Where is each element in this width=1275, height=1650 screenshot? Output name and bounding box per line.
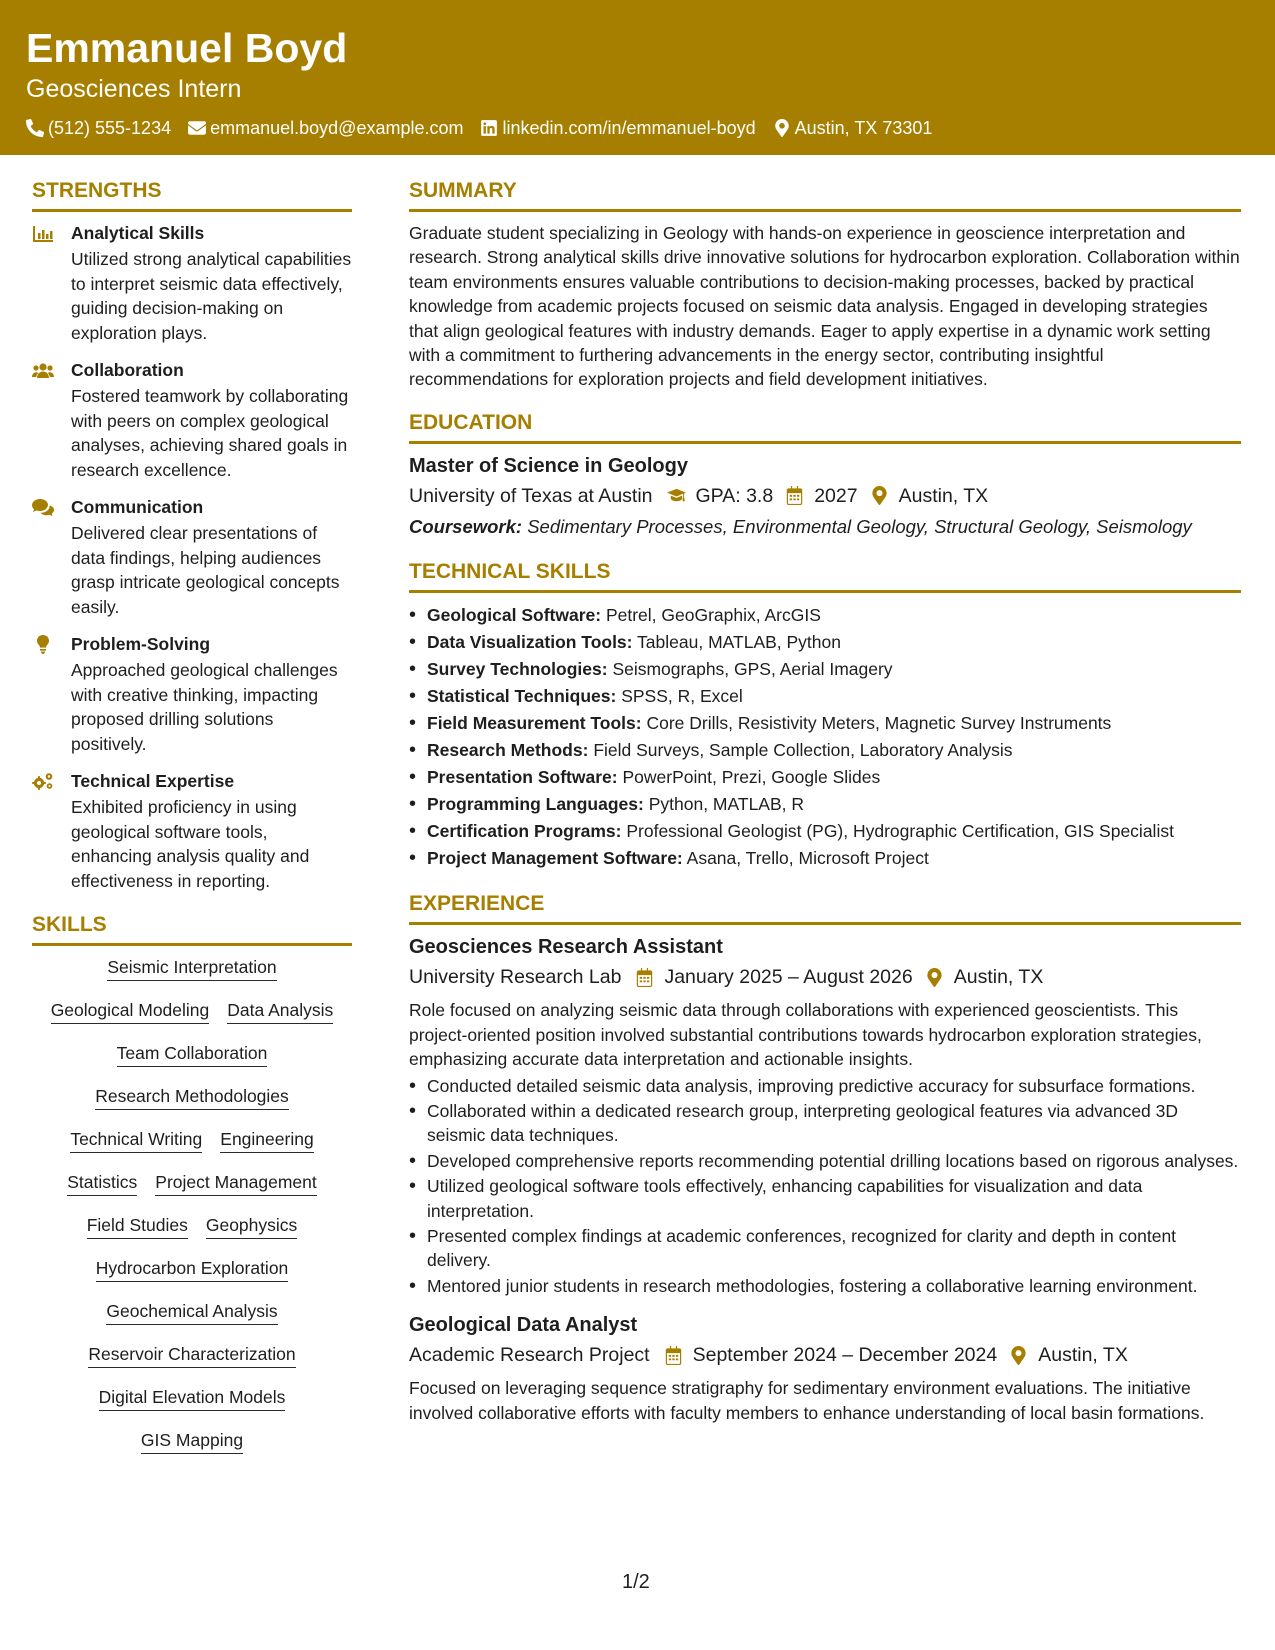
skill-tag: Data Analysis — [227, 998, 333, 1024]
technical-skills-list — [409, 602, 1241, 872]
job-meta — [409, 963, 1241, 991]
list-item: • Collaborated within a dedicated research group, interpreting geological features via advanced 3D seismic data techniques. — [409, 1099, 1241, 1148]
users-icon — [32, 361, 54, 380]
skill-tag: Geological Modeling — [51, 998, 210, 1024]
degree-title: Master of Science in Geology — [409, 454, 688, 477]
skill-tag: Project Management — [155, 1170, 316, 1196]
list-item: • Developed comprehensive reports recommending potential drilling locations based on rigorous analyses. — [409, 1149, 1241, 1173]
education-meta — [409, 482, 1241, 510]
skill-tag: Engineering — [220, 1127, 313, 1153]
map-pin-icon — [925, 968, 944, 987]
skill-tag: GIS Mapping — [141, 1428, 243, 1454]
right-column — [409, 178, 1241, 1425]
strength-title: Communication — [71, 497, 204, 517]
strength-title: Problem-Solving — [71, 634, 211, 654]
skill-tag: Field Studies — [87, 1213, 188, 1239]
skills-heading: SKILLS — [32, 912, 352, 946]
strength-item — [32, 221, 352, 345]
email-text: emmanuel.boyd@example.com — [210, 118, 464, 138]
job-title: Geosciences Research Assistant — [409, 936, 723, 959]
calendar-icon — [635, 968, 654, 987]
list-item: • Survey Technologies: Seismographs, GPS, Aerial Imagery — [409, 656, 1241, 683]
education-location: Austin, TX — [898, 484, 989, 507]
technical-skills-heading: TECHNICAL SKILLS — [409, 559, 1241, 593]
strengths-heading: STRENGTHS — [32, 178, 352, 212]
summary-heading: SUMMARY — [409, 178, 1241, 212]
list-item: • Field Measurement Tools: Core Drills, Resistivity Meters, Magnetic Survey Instruments — [409, 710, 1241, 737]
chart-bar-icon — [32, 224, 54, 243]
education-heading: EDUCATION — [409, 410, 1241, 444]
candidate-name: Emmanuel Boyd — [26, 25, 348, 71]
calendar-icon — [664, 1346, 683, 1365]
list-item: • Statistical Techniques: SPSS, R, Excel — [409, 683, 1241, 710]
strength-title: Collaboration — [71, 360, 184, 380]
map-pin-icon — [1009, 1346, 1028, 1365]
contact-bar — [26, 117, 1275, 139]
skill-tag: Seismic Interpretation — [107, 955, 276, 981]
job-description: Role focused on analyzing seismic data through collaborations with experienced geoscientists. This project-oriented position involved substantial contributions towards hydrocarbon exploration strategies, emphasizing accurate data interpretation and actionable insights. — [409, 1000, 1202, 1070]
skill-tag: Geophysics — [206, 1213, 297, 1239]
list-item: • Data Visualization Tools: Tableau, MATLAB, Python — [409, 629, 1241, 656]
strength-desc: Exhibited proficiency in using geological software tools, enhancing analysis quality and effectiveness in reporting. — [71, 797, 310, 891]
linkedin-icon — [480, 119, 498, 137]
graduation-cap-icon — [667, 486, 686, 505]
strength-desc: Delivered clear presentations of data findings, helping audiences grasp intricate geological concepts easily. — [71, 523, 340, 617]
skill-tag: Research Methodologies — [95, 1084, 289, 1110]
graduation-year: 2027 — [814, 484, 858, 507]
skill-tag: Team Collaboration — [117, 1041, 268, 1067]
map-pin-icon — [870, 486, 889, 505]
strength-item — [32, 632, 352, 756]
job-org: University Research Lab — [409, 966, 622, 989]
page-number: 1/2 — [622, 1571, 650, 1593]
coursework-label: Coursework: — [409, 515, 523, 537]
contact-phone[interactable] — [26, 117, 171, 139]
job-description: Focused on leveraging sequence stratigraphy for sedimentary environment evaluations. The initiative involved collaborative efforts with faculty members to enhance understanding of local basin formations. — [409, 1378, 1205, 1423]
linkedin-text: linkedin.com/in/emmanuel-boyd — [502, 118, 756, 138]
strength-title: Technical Expertise — [71, 771, 235, 791]
strength-item — [32, 495, 352, 619]
list-item: • Utilized geological software tools effectively, enhancing capabilities for visualization and data interpretation. — [409, 1174, 1241, 1223]
map-pin-icon — [773, 119, 791, 137]
strength-desc: Approached geological challenges with creative thinking, impacting proposed drilling solutions positively. — [71, 660, 338, 754]
job-location: Austin, TX — [1038, 1344, 1128, 1367]
job-dates: January 2025 – August 2026 — [664, 966, 913, 989]
location-text: Austin, TX 73301 — [794, 118, 933, 138]
list-item: • Certification Programs: Professional Geologist (PG), Hydrographic Certification, GIS Specialist — [409, 818, 1241, 845]
list-item: • Mentored junior students in research methodologies, fostering a collaborative learning environment. — [409, 1274, 1241, 1298]
job-location: Austin, TX — [953, 966, 1044, 989]
contact-email[interactable] — [188, 117, 463, 139]
job-entry — [409, 1312, 1241, 1425]
coursework-list: Sedimentary Processes, Environmental Geology, Structural Geology, Seismology — [527, 515, 1192, 537]
left-column — [32, 178, 352, 1471]
gears-icon — [32, 772, 54, 791]
calendar-icon — [785, 486, 804, 505]
job-meta — [409, 1341, 1241, 1369]
comments-icon — [32, 498, 54, 517]
strength-desc: Fostered teamwork by collaborating with peers on complex geological analyses, achieving shared goals in research excellence. — [71, 386, 349, 480]
gpa-text: GPA: 3.8 — [695, 484, 774, 507]
skill-tag: Hydrocarbon Exploration — [96, 1256, 289, 1282]
job-entry — [409, 934, 1241, 1298]
skill-tag: Geochemical Analysis — [106, 1299, 277, 1325]
list-item: • Project Management Software: Asana, Trello, Microsoft Project — [409, 845, 1241, 872]
job-org: Academic Research Project — [409, 1344, 650, 1367]
envelope-icon — [188, 119, 206, 137]
resume-header — [0, 0, 1275, 155]
strength-desc: Utilized strong analytical capabilities to interpret seismic data effectively, guiding decision-making on exploration plays. — [71, 249, 352, 343]
list-item: • Geological Software: Petrel, GeoGraphix, ArcGIS — [409, 602, 1241, 629]
school-name: University of Texas at Austin — [409, 484, 653, 507]
job-title: Geological Data Analyst — [409, 1314, 638, 1337]
list-item: • Programming Languages: Python, MATLAB, R — [409, 791, 1241, 818]
strength-item — [32, 769, 352, 893]
skills-list — [32, 955, 352, 1454]
list-item: • Research Methods: Field Surveys, Sample Collection, Laboratory Analysis — [409, 737, 1241, 764]
experience-heading: EXPERIENCE — [409, 891, 1241, 925]
coursework — [409, 515, 1241, 540]
skill-tag: Technical Writing — [70, 1127, 202, 1153]
contact-location — [773, 117, 933, 139]
phone-text: (512) 555-1234 — [48, 118, 172, 138]
summary-text: Graduate student specializing in Geology with hands-on experience in geoscience interpretation and research. Strong analytical skills drive innovative solutions for hydrocarbon exploration. Collaboration within team environments ensures valuable contributions to decision-making processes, backed by practical knowledge from academic projects focused on seismic data analysis. Engaged in developing strategies that align geological features with industry demands. Eager to apply expertise in a dynamic work setting with a commitment to furthering advancements in the energy sector, contributing insightful recommendations for exploration projects and field development initiatives. — [409, 223, 1240, 390]
skill-tag: Reservoir Characterization — [88, 1342, 295, 1368]
lightbulb-icon — [32, 635, 54, 654]
phone-icon — [26, 119, 44, 137]
contact-linkedin[interactable] — [480, 117, 755, 139]
job-bullets — [409, 1074, 1241, 1299]
skill-tag: Statistics — [67, 1170, 137, 1196]
candidate-role: Geosciences Intern — [26, 75, 242, 103]
list-item: • Presented complex findings at academic conferences, recognized for clarity and depth in content delivery. — [409, 1224, 1241, 1273]
skill-tag: Digital Elevation Models — [99, 1385, 286, 1411]
strength-title: Analytical Skills — [71, 223, 205, 243]
job-dates: September 2024 – December 2024 — [692, 1344, 998, 1367]
list-item: • Conducted detailed seismic data analysis, improving predictive accuracy for subsurface formations. — [409, 1074, 1241, 1098]
list-item: • Presentation Software: PowerPoint, Prezi, Google Slides — [409, 764, 1241, 791]
strength-item — [32, 358, 352, 482]
